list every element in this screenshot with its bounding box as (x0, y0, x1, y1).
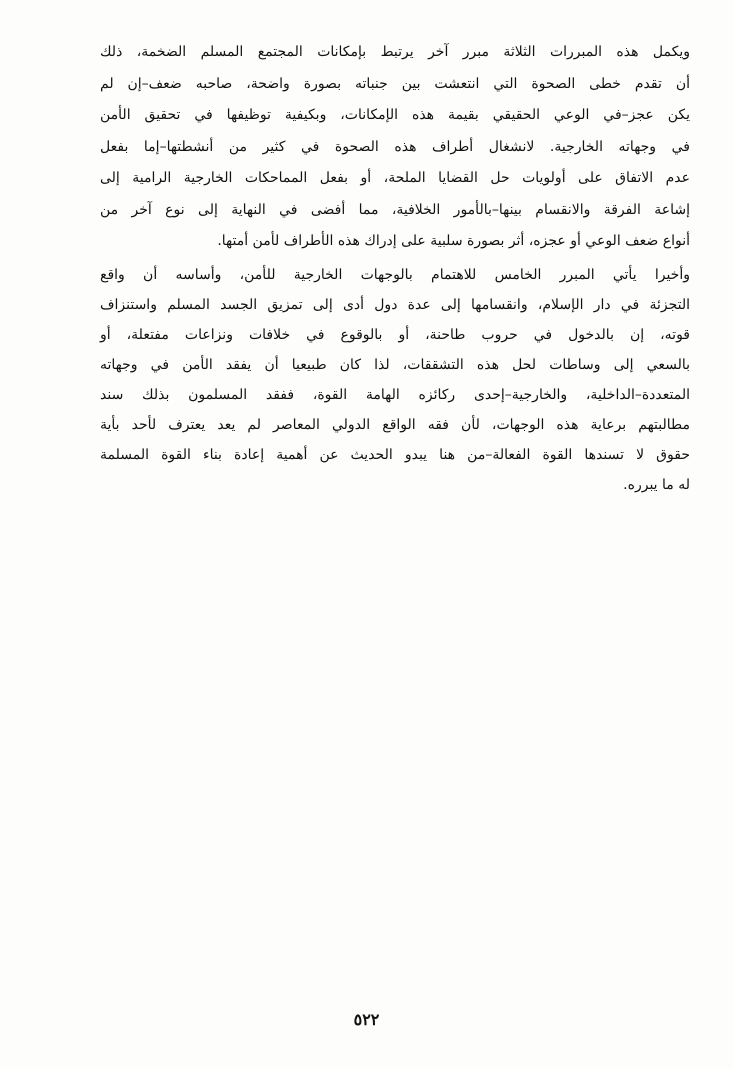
paragraph-line: التجزئة في دار الإسلام، وانقسامها إلى عدة دول أدى إلى تمزيق الجسد المسلم واستنزاف (100, 297, 690, 313)
paragraph-line: عدم الاتفاق على أولويات حل القضايا الملحة، أو بفعل المماحكات الخارجية الرامية إلى (100, 170, 690, 186)
paragraph-line: وأخيرا يأتي المبرر الخامس للاهتمام بالوجهات الخارجية للأمن، وأساسه أن واقع (100, 267, 690, 283)
paragraph-line: ويكمل هذه المبررات الثلاثة مبرر آخر يرتبط بإمكانات المجتمع المسلم الضخمة، ذلك (100, 44, 690, 60)
paragraph-line: مطالبتهم برعاية هذه الوجهات، لأن فقه الواقع الدولي المعاصر لم يعد يعترف لأحد بأية (100, 417, 690, 433)
paragraph-line: بالسعي إلى وساطات لحل هذه التشققات، لذا كان طبيعيا أن يفقد الأمن في وجهاته (100, 357, 690, 373)
paragraph-line: قوته، إن بالدخول في حروب طاحنة، أو بالوقوع في خلافات ونزاعات مفتعلة، أو (100, 327, 690, 343)
paragraph-1 (100, 37, 690, 258)
paragraph-2 (100, 260, 690, 500)
paragraph-line: في وجهاته الخارجية. لانشغال أطراف هذه الصحوة في كثير من أنشطتها–إما بفعل (100, 138, 690, 155)
page-number: ٥٢٢ (353, 1010, 380, 1029)
paragraph-line: حقوق لا تسندها القوة الفعالة–من هنا يبدو الحديث عن أهمية إعادة بناء القوة المسلمة (100, 447, 690, 463)
paragraph-line: أن تقدم خطى الصحوة التي انتعشت بين جنباته بصورة واضحة، صاحبه ضعف–إن لم (100, 75, 690, 92)
paragraph-line: له ما يبرره. (623, 477, 690, 493)
paragraph-line: يكن عجز–في الوعي الحقيقي بقيمة هذه الإمكانات، وبكيفية توظيفها في تحقيق الأمن (100, 107, 690, 123)
paragraph-line: أنواع ضعف الوعي أو عجزه، أثر بصورة سلبية على إدراك هذه الأطراف لأمن أمتها. (217, 233, 690, 249)
paragraph-line: إشاعة الفرقة والانقسام بينها–بالأمور الخلافية، مما أفضى في النهاية إلى نوع آخر من (100, 201, 690, 218)
paragraph-line: المتعددة–الداخلية، والخارجية–إحدى ركائزه الهامة القوة، ففقد المسلمون بذلك سند (100, 387, 690, 403)
